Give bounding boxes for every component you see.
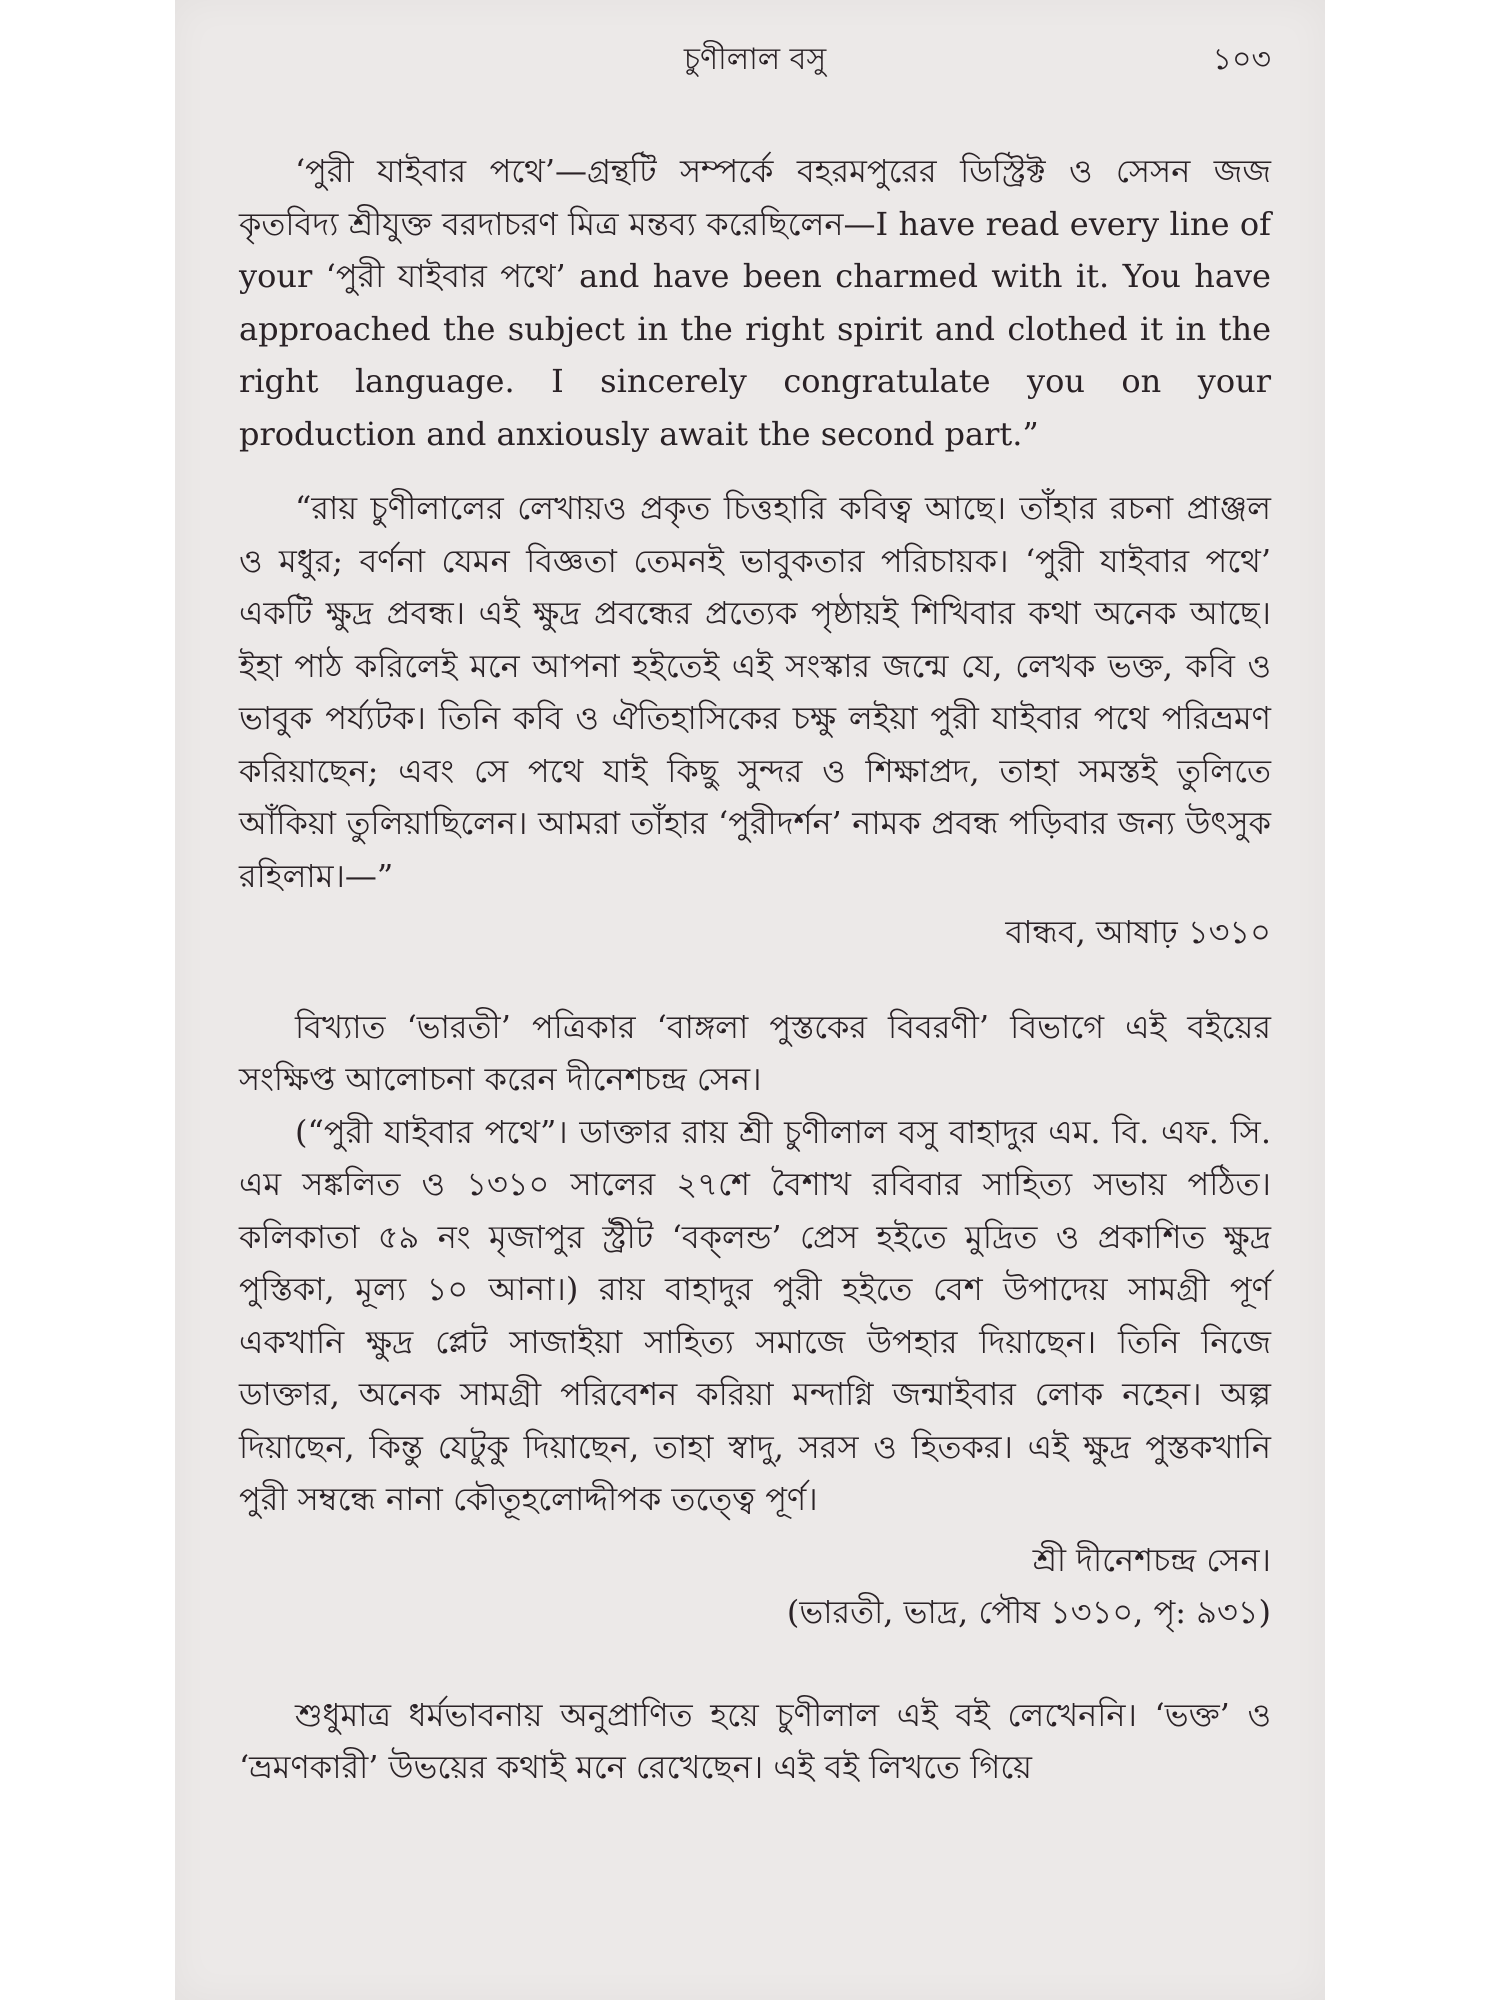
source-bharati: (ভারতী, ভাদ্র, পৌষ ১৩১০, পৃ: ৯৩১) xyxy=(786,1593,1271,1631)
page-header xyxy=(239,30,1271,90)
book-page xyxy=(175,0,1325,2000)
paragraph-closing: শুধুমাত্র ধর্মভাবনায় অনুপ্রাণিত হয়ে চুণীলাল এই বই লেখেননি। ‘ভক্ত’ ও ‘ভ্রমণকারী’ উভয়ের কথাই মনে রেখেছেন। এই বই লিখতে গিয়ে xyxy=(239,1695,1271,1786)
paragraph-bharati-intro: বিখ্যাত ‘ভারতী’ পত্রিকার ‘বাঙ্গলা পুস্তকের বিবরণী’ বিভাগে এই বইয়ের সংক্ষিপ্ত আলোচনা করেন দীনেশচন্দ্র সেন। xyxy=(239,1007,1271,1098)
source-bandhab: বান্ধব, আষাঢ় ১৩১০ xyxy=(1005,913,1271,951)
paragraph-bandhab-review: “রায় চুণীলালের লেখায়ও প্রকৃত চিত্তহারি কবিত্ব আছে। তাঁহার রচনা প্রাঞ্জল ও মধুর; বর্ণনা যেমন বিজ্ঞতা তেমনই ভাবুকতার পরিচায়ক। ‘পুরী যাইবার পথে’ একটি ক্ষুদ্র প্রবন্ধ। এই ক্ষুদ্র প্রবন্ধের প্রত্যেক পৃষ্ঠায়ই শিখিবার কথা অনেক আছে। ইহা পাঠ করিলেই মনে আপনা হইতেই এই সংস্কার জন্মে যে, লেখক ভক্ত, কবি ও ভাবুক পর্য্যটক। তিনি কবি ও ঐতিহাসিকের চক্ষু লইয়া পুরী যাইবার পথে পরিভ্রমণ করিয়াছেন; এবং সে পথে যাই কিছু সুন্দর ও শিক্ষাপ্রদ, তাহা সমস্তই তুলিতে আঁকিয়া তুলিয়াছিলেন। আমরা তাঁহার ‘পুরীদর্শন’ নামক প্রবন্ধ পড়িবার জন্য উৎসুক রহিলাম।—” xyxy=(239,489,1271,895)
page-text-area xyxy=(239,30,1271,1794)
paragraph-quote-mitra: ‘পুরী যাইবার পথে’—গ্রন্থটি সম্পর্কে বহরমপুরের ডিস্ট্রিক্ট ও সেসন জজ কৃতবিদ্য শ্রীযুক্ত বরদাচরণ মিত্র মন্তব্য করেছিলেন—I have read every line of your ‘পুরী যাইবার পথে’ and have been charmed with it. You have approached the subject in the right spirit and clothed it in the right language. I sincerely congratulate you on your production and anxiously await the second part.” xyxy=(239,152,1271,453)
running-title: চুণীলাল বসু xyxy=(683,42,827,77)
paragraph-bharati-review: (“পুরী যাইবার পথে”। ডাক্তার রায় শ্রী চুণীলাল বসু বাহাদুর এম. বি. এফ. সি. এম সঙ্কলিত ও ১৩১০ সালের ২৭শে বৈশাখ রবিবার সাহিত্য সভায় পঠিত। কলিকাতা ৫৯ নং মৃজাপুর স্ট্রীট ‘বক্‌লন্ড’ প্রেস হইতে মুদ্রিত ও প্রকাশিত ক্ষুদ্র পুস্তিকা, মূল্য ১০ আনা।) রায় বাহাদুর পুরী হইতে বেশ উপাদেয় সামগ্রী পূর্ণ একখানি ক্ষুদ্র প্লেট সাজাইয়া সাহিত্য সমাজে উপহার দিয়াছেন। তিনি নিজে ডাক্তার, অনেক সামগ্রী পরিবেশন করিয়া মন্দাগ্নি জন্মাইবার লোক নহেন। অল্প দিয়াছেন, কিন্তু যেটুকু দিয়াছেন, তাহা স্বাদু, সরস ও হিতকর। এই ক্ষুদ্র পুস্তকখানি পুরী সম্বন্ধে নানা কৌতূহলোদ্দীপক তত্ত্বে পূর্ণ। xyxy=(239,1112,1271,1518)
page-number: ১০৩ xyxy=(1212,42,1271,77)
signature-dineshchandra: শ্রী দীনেশচন্দ্র সেন। xyxy=(1032,1540,1271,1579)
